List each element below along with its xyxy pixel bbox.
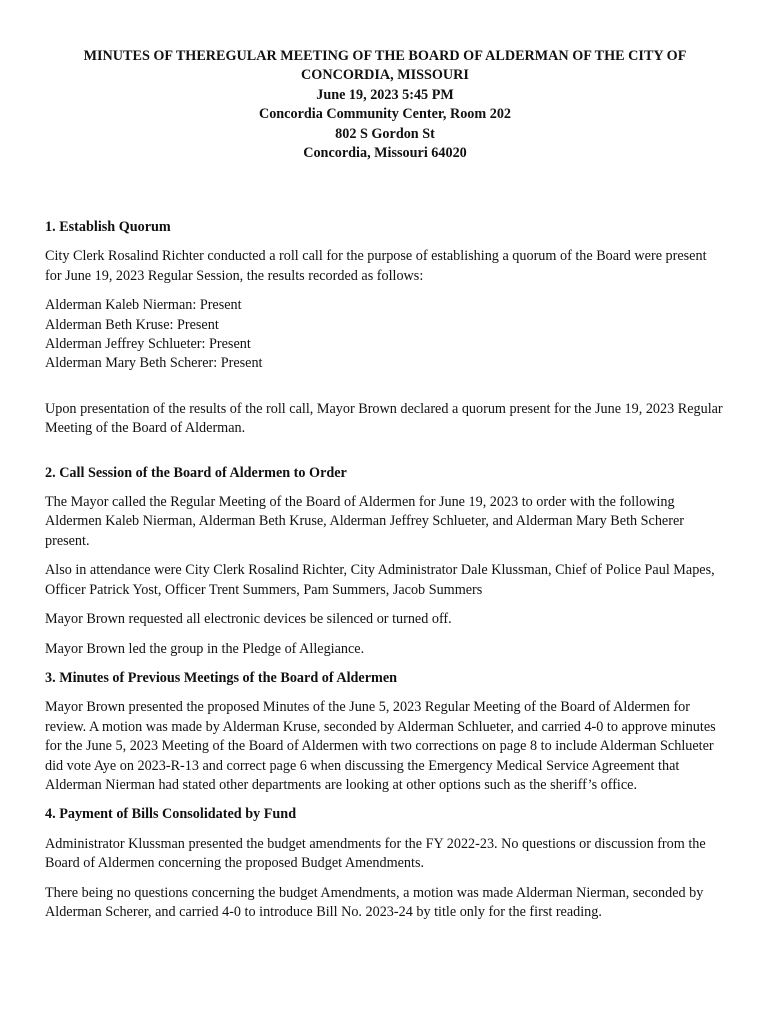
section-heading: 4. Payment of Bills Consolidated by Fund — [45, 806, 297, 823]
paragraph: Mayor Brown requested all electronic devices be silenced or turned off. — [45, 611, 452, 628]
section-call-to-order — [45, 464, 725, 659]
title-line-1: MINUTES OF THEREGULAR MEETING OF THE BOARD OF ALDERMAN OF THE CITY OF — [83, 48, 687, 64]
paragraph: Upon presentation of the results of the roll call, Mayor Brown declared a quorum present for the June 19, 2023 Regular Meeting of the Board of Alderman. — [45, 400, 723, 437]
venue-city: Concordia, Missouri 64020 — [303, 145, 467, 162]
roll-call-list — [45, 296, 725, 374]
paragraph: City Clerk Rosalind Richter conducted a roll call for the purpose of establishing a quorum of the Board were present for June 19, 2023 Regular Session, the results recorded as follows: — [45, 248, 707, 284]
roll-call-item: Alderman Jeffrey Schlueter: Present — [45, 336, 251, 353]
paragraph: There being no questions concerning the budget Amendments, a motion was made Alderman Nierman, seconded by Alderman Scherer, and carried 4-0 to introduce Bill No. 2023-24 by title only for the first reading. — [45, 884, 704, 920]
section-payment-of-bills — [45, 805, 725, 922]
section-previous-minutes — [45, 669, 725, 795]
section-heading: 2. Call Session of the Board of Aldermen to Order — [45, 464, 347, 481]
paragraph: Administrator Klussman presented the budget amendments for the FY 2022-23. No questions or discussion from the Board of Aldermen concerning the proposed Budget Amendments. — [45, 835, 706, 872]
paragraph: Mayor Brown presented the proposed Minutes of the June 5, 2023 Regular Meeting of the Board of Aldermen for review. A motion was made by Alderman Kruse, seconded by Alderman Schlueter, and carried 4-0 to approve minutes for the June 5, 2023 Meeting of the Board of Aldermen with two corrections on page 8 to include Alderman Schlueter did vote Aye on 2023-R-13 and correct page 6 when discussing the Emergency Medical Service Agreement that Alderman Nierman had stated other departments are looking at other options such as the sheriff’s office. — [45, 699, 716, 793]
roll-call-item: Alderman Kaleb Nierman: Present — [45, 297, 242, 314]
roll-call-item: Alderman Mary Beth Scherer: Present — [45, 355, 263, 372]
document-body — [45, 218, 725, 922]
title-line-2: CONCORDIA, MISSOURI — [301, 67, 469, 84]
venue-street: 802 S Gordon St — [335, 125, 435, 142]
section-heading: 3. Minutes of Previous Meetings of the Board of Aldermen — [45, 669, 398, 686]
paragraph: The Mayor called the Regular Meeting of the Board of Aldermen for June 19, 2023 to order with the following Aldermen Kaleb Nierman, Alderman Beth Kruse, Alderman Jeffrey Schlueter, and Alderman Mary Beth Scherer present. — [45, 494, 684, 549]
document-header — [40, 47, 730, 163]
meeting-date-time: June 19, 2023 5:45 PM — [316, 86, 454, 103]
roll-call-item: Alderman Beth Kruse: Present — [45, 316, 219, 333]
paragraph: Mayor Brown led the group in the Pledge of Allegiance. — [45, 640, 365, 657]
meeting-venue: Concordia Community Center, Room 202 — [258, 106, 512, 123]
section-establish-quorum — [45, 218, 725, 439]
paragraph: Also in attendance were City Clerk Rosalind Richter, City Administrator Dale Klussman, Chief of Police Paul Mapes, Officer Patrick Yost, Officer Trent Summers, Pam Summers, Jacob Summers — [45, 562, 715, 598]
section-heading: 1. Establish Quorum — [45, 219, 171, 235]
